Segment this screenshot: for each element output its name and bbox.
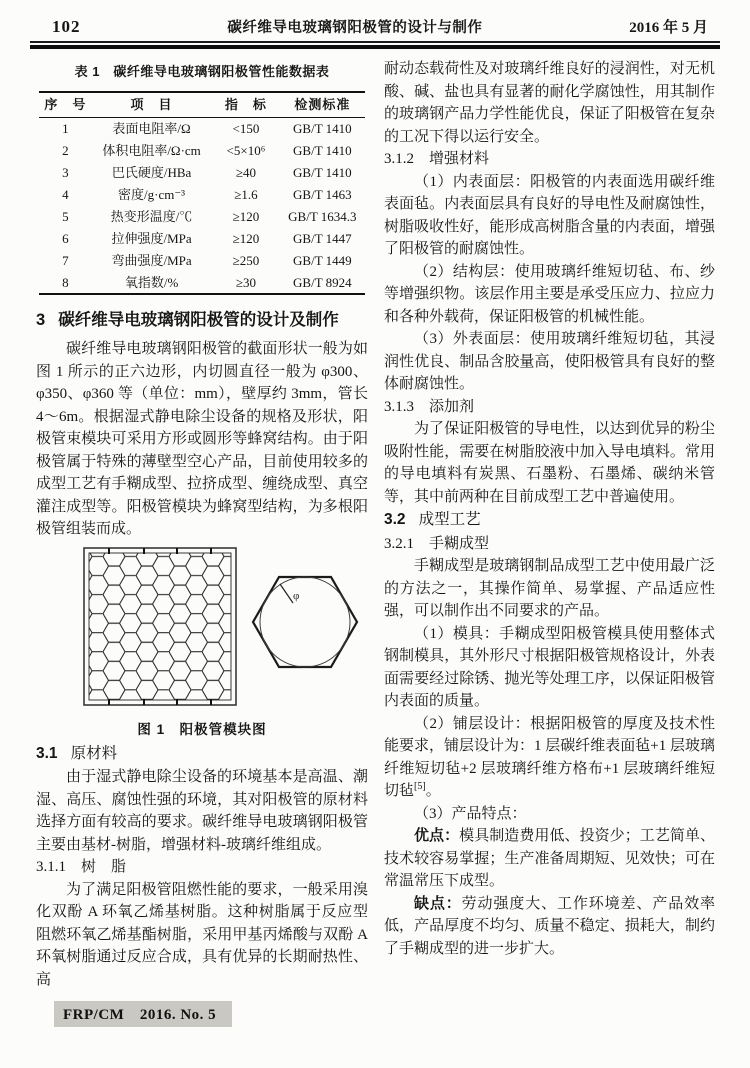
section-title: 碳纤维导电玻璃钢阳极管的设计及制作 [58,310,339,329]
section-3-1-1-heading: 3.1.1 树 脂 [36,859,127,875]
section-number: 3.2 [384,511,406,528]
figure1 [36,547,368,742]
table-row [39,118,364,140]
anode-tube-hexagon [253,577,357,667]
journal-footer: FRP/CM 2016. No. 5 [54,1001,232,1027]
paragraph-inner-layer: （1）内表面层：阳极管的内表面选用碳纤维表面毡。内表面层具有良好的导电性及耐腐蚀性，树脂吸收性好，能形成高树脂含量的内表面，增强了阳极管的耐腐蚀性。 [384,173,715,257]
table-cell: 拉伸强度/MPa [111,231,192,246]
figure1-caption: 图 1 阳极管模块图 [137,722,267,737]
table-row [39,162,364,184]
table-cell: 7 [62,253,69,268]
table-row [39,228,364,250]
table-cell: ≥40 [235,165,256,180]
pros-text: 模具制造费用低、投资少；工艺简单、技术较容易掌握；生产准备周期短、见效快；可在常温常压下成型。 [384,828,715,889]
table-cell: GB/T 1410 [293,121,352,137]
section-3-2-1-heading: 3.2.1 手糊成型 [384,535,490,552]
paragraph-resin-continued: 耐动态载荷性及对玻璃纤维良好的浸润性，对无机酸、碱、盐也具有显著的耐化学腐蚀性，用其制作的玻璃钢产品力学性能优良，保证了阳极管在复杂的工况下得以运行安全。 [384,61,715,145]
table-row [39,250,364,272]
section-number: 3 [36,310,46,329]
section-3-heading [36,309,368,332]
running-title: 碳纤维导电玻璃钢阳极管的设计与制作 [227,20,483,36]
table-cell: 4 [62,187,69,202]
table-cell: ≥1.6 [234,187,258,202]
right-column [384,58,715,960]
table-cell: 弯曲强度/MPa [111,253,192,268]
paragraph-raw-materials: 由于湿式静电除尘设备的环境基本是高温、潮湿、高压、腐蚀性强的环境，其对阳极管的原材料选择方面有较高的要求。碳纤维导电玻璃钢阳极管主要由基材-树脂，增强材料-玻璃纤维组成。 [36,769,368,853]
table-cell: ≥250 [232,253,260,268]
table-cell: GB/T 1447 [293,231,352,246]
table-cell: 氧指数/% [124,274,179,290]
table-cell: GB/T 1410 [293,143,352,158]
performance-table [39,91,364,295]
page-number: 102 [52,17,81,36]
table-cell: 3 [62,165,69,180]
paragraph-resin: 为了满足阳极管阻燃性能的要求，一般采用溴化双酚 A 环氧乙烯基树脂。这种树脂属于反应型阻燃环氧乙烯基酯树脂，采用甲基丙烯酸与双酚 A 环氧树脂通过反应合成，具有优异的长期耐热性、高 [36,881,368,988]
table-cell: GB/T 1449 [293,253,352,268]
section-3-2-heading [384,509,715,532]
paragraph-structure-layer: （2）结构层：使用玻璃纤维短切毡、布、纱等增强织物。该层作用主要是承受压应力、拉应力和各种外载荷，保证阳极管的机械性能。 [384,263,715,325]
paragraph-cons [384,893,715,961]
paragraph-handlayup-intro: 手糊成型是玻璃钢制品成型工艺中使用最广泛的方法之一，其操作简单、易掌握、产品适应性强，可以制作出不同要求的产品。 [384,558,715,619]
col-header-standard: 检测标准 [280,92,365,118]
layup-text-end: 。 [425,783,441,799]
table-caption: 表 1 碳纤维导电玻璃钢阳极管性能数据表 [74,64,330,79]
table-cell: 2 [62,143,69,158]
table-header-row [39,92,364,118]
table-cell: 热变形温度/℃ [110,209,193,224]
cons-label: 缺点： [414,895,462,912]
section-number: 3.1 [36,744,58,762]
table-cell: ≥120 [232,209,260,224]
table-row [39,206,364,228]
table-cell: GB/T 1410 [293,165,352,180]
paragraph-pros [384,825,715,893]
section-title: 原材料 [70,744,118,762]
table-row [39,272,364,294]
page-header [52,16,708,37]
table-cell: 表面电阻率/Ω [112,121,191,137]
table-cell: GB/T 1463 [293,187,352,202]
table-cell: ≥30 [235,274,256,290]
table-cell: ≥120 [232,231,260,246]
table-row [39,184,364,206]
paragraph-outer-layer: （3）外表面层：使用玻璃纤维短切毡，其浸润性优良、制品含胶量高，使阳极管具有良好的整体耐腐蚀性。 [384,331,715,392]
paragraph-section3: 碳纤维导电玻璃钢阳极管的截面形状一般为如图 1 所示的正六边形，内切圆直径一般为 φ300、φ350、φ360 等（单位：mm），壁厚约 3mm，管长 4～6m。根据湿式静电除尘设备的规格及形状，阳极管束模块可采用方形或圆形等蜂窝结构。由于阳极管属于特殊的薄壁型空心产品，目前使用较多的成型工艺有手糊成型、拉挤成型、缠绕成型、真空灌注成型等。阳极管模块为蜂窝型结构，为多根阳极管组装而成。 [36,341,368,537]
table-cell: GB/T 8924 [293,274,352,290]
table-cell: GB/T 1634.3 [288,209,357,224]
cons-text: 劳动强度大、工作环境差、产品效率低，产品厚度不均匀、质量不稳定、损耗大，制约了手糊成型的进一步扩大。 [384,895,715,957]
paragraph-layup-design [384,713,715,803]
section-3-1-heading [36,743,368,766]
section-3-1-2-heading: 3.1.2 增强材料 [384,151,490,167]
issue-date: 2016 年 5 月 [629,20,708,36]
col-header-spec: 指 标 [212,92,280,118]
diameter-leader-line [280,584,293,603]
phi-label: φ [293,589,300,602]
table-cell: <150 [232,121,260,137]
table-cell: 8 [62,274,69,290]
table-cell: 巴氏硬度/HBa [111,165,192,180]
left-column [36,58,368,991]
header-rule [30,41,720,49]
table-cell: 5 [62,209,69,224]
table-cell: 体积电阻率/Ω·cm [102,143,201,158]
layup-text: （2）铺层设计：根据阳极管的厚度及技术性能要求，铺层设计为：1 层碳纤维表面毡+1 层玻璃纤维短切毡+2 层玻璃纤维方格布+1 层玻璃纤维短切毡 [384,715,715,799]
paragraph-mold: （1）模具：手糊成型阳极管模具使用整体式钢制模具，其外形尺寸根据阳极管规格设计，外表面需要经过除锈、抛光等处理工序，以保证阳极管内表面的质量。 [384,625,715,709]
anode-module-diagram [37,547,367,707]
section-3-1-3-heading: 3.1.3 添加剂 [384,398,475,415]
paragraph-additives: 为了保证阳极管的导电性，以达到优异的粉尘吸附性能，需要在树脂胶液中加入导电填料。常用的导电填料有炭黑、石墨粉、石墨烯、碳纳米管等，其中前两种在目前成型工艺中普遍使用。 [384,421,715,505]
col-header-item: 项 目 [91,92,211,118]
paragraph-product-features: （3）产品特点： [414,805,527,822]
citation-ref: [5] [414,781,426,792]
section-title: 成型工艺 [418,511,481,528]
col-header-index: 序 号 [39,92,91,118]
table-cell: <5×10⁶ [226,143,266,158]
table-cell: 6 [62,231,69,246]
table-cell: 密度/g·cm⁻³ [118,187,186,202]
pros-label: 优点： [414,828,460,844]
module-square-frame [84,548,236,705]
table-row [39,140,364,162]
table-cell: 1 [62,121,69,137]
